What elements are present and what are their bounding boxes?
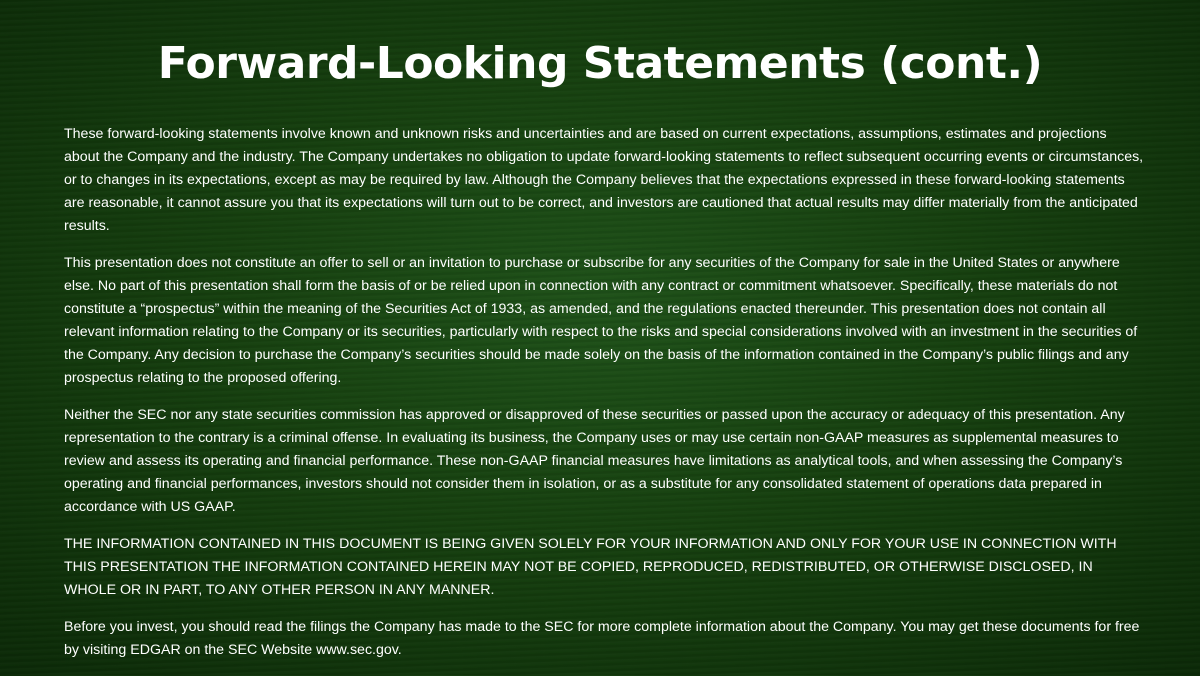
slide-title: Forward-Looking Statements (cont.) — [157, 38, 1043, 89]
slide-body — [64, 123, 1144, 676]
paragraph-edgar: Before you invest, you should read the filings the Company has made to the SEC for more complete information about the Company. You may get these documents for free by visiting EDGAR on the SEC Website www.sec.gov. — [64, 619, 1140, 658]
paragraph-risks: These forward-looking statements involve known and unknown risks and uncertainties and are based on current expectations, assumptions, estimates and projections about the Company and the industry. The Company undertakes no obligation to update forward-looking statements to reflect subsequent occurring events or circumstances, or to changes in its expectations, except as may be required by law. Although the Company believes that the expectations expressed in these forward-looking statements are reasonable, it cannot assure you that its expectations will turn out to be correct, and investors are cautioned that actual results may differ materially from the anticipated results. — [64, 126, 1144, 234]
paragraph-confidential: THE INFORMATION CONTAINED IN THIS DOCUMENT IS BEING GIVEN SOLELY FOR YOUR INFORMATION AND ONLY FOR YOUR USE IN CONNECTION WITH THIS PRESENTATION THE INFORMATION CONTAINED HEREIN MAY NOT BE COPIED, REPRODUCED, REDISTRIBUTED, OR OTHERWISE DISCLOSED, IN WHOLE OR IN PART, TO ANY OTHER PERSON IN ANY MANNER. — [64, 536, 1117, 598]
paragraph-offer: This presentation does not constitute an offer to sell or an invitation to purchase or subscribe for any securities of the Company for sale in the United States or anywhere else. No part of this presentation shall form the basis of or be relied upon in connection with any contract or commitment whatsoever. Specifically, these materials do not constitute a “prospectus” within the meaning of the Securities Act of 1933, as amended, and the regulations enacted thereunder. This presentation does not contain all relevant information relating to the Company or its securities, particularly with respect to the risks and special considerations involved with an investment in the securities of the Company. Any decision to purchase the Company’s securities should be made solely on the basis of the information contained in the Company’s public filings and any prospectus relating to the proposed offering. — [64, 255, 1138, 386]
paragraph-sec: Neither the SEC nor any state securities commission has approved or disapproved of these securities or passed upon the accuracy or adequacy of this presentation. Any representation to the contrary is a criminal offense. In evaluating its business, the Company uses or may use certain non-GAAP measures as supplemental measures to review and assess its operating and financial performance. These non-GAAP financial measures have limitations as analytical tools, and when assessing the Company’s operating and financial performances, investors should not consider them in isolation, or as a substitute for any consolidated statement of operations data prepared in accordance with US GAAP. — [64, 407, 1125, 515]
